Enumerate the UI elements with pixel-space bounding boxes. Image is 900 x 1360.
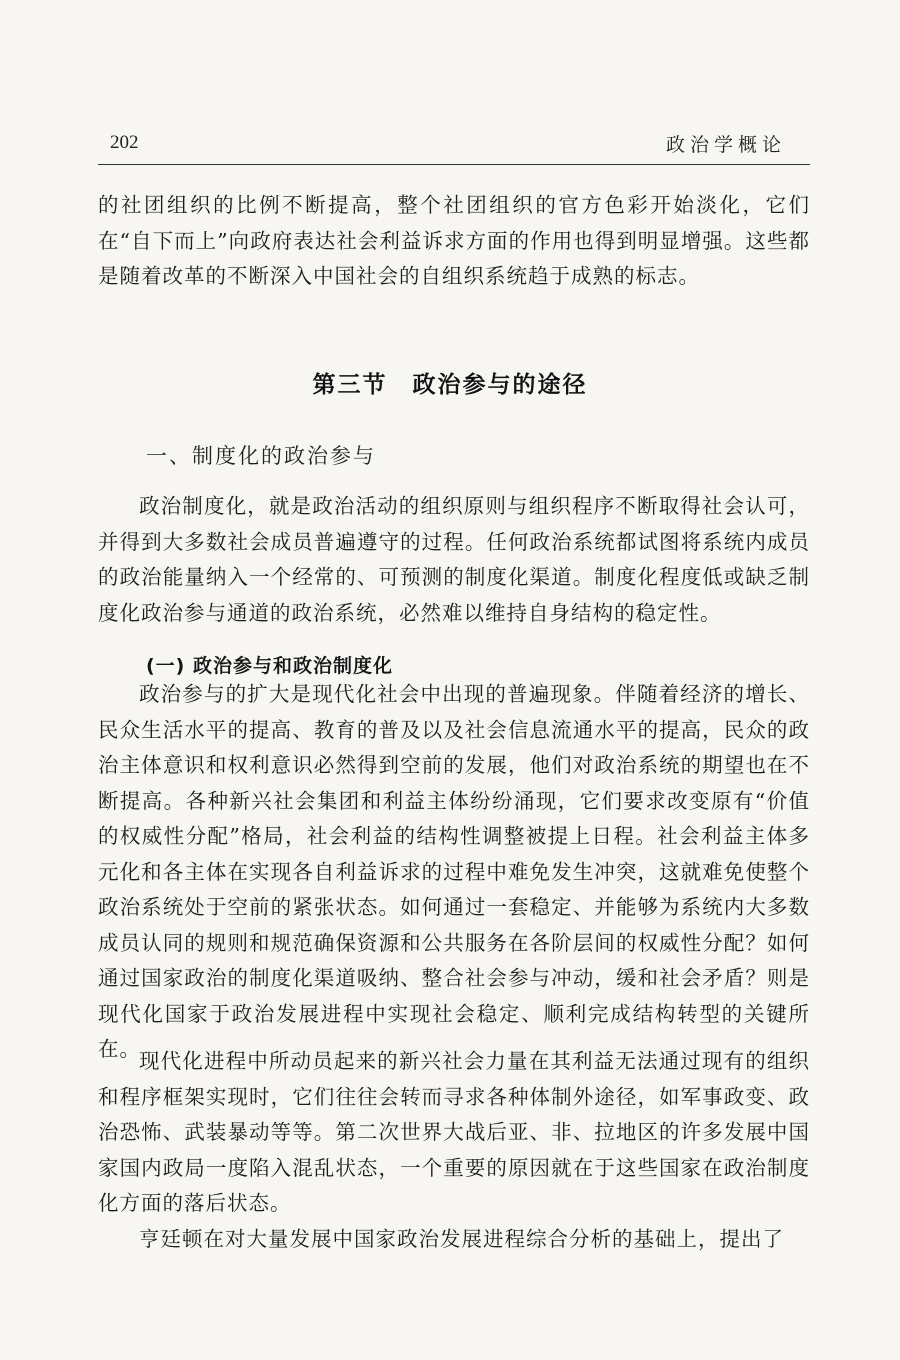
paragraph-participation-expansion: 政治参与的扩大是现代化社会中出现的普遍现象。伴随着经济的增长、民众生活水平的提高、教育的普及以及社会信息流通水平的提高，民众的政治主体意识和权利意识必然得到空前的发展，他们对政治系统的期望也在不断提高。各种新兴社会集团和利益主体纷纷涌现，它们要求改变原有“价值的权威性分配”格局，社会利益的结构性调整被提上日程。社会利益主体多元化和各主体在实现各自利益诉求的过程中难免发生冲突，这就难免使整个政治系统处于空前的紧张状态。如何通过一套稳定、并能够为系统内大多数成员认同的规则和规范确保资源和公共服务在各阶层间的权威性分配？如何通过国家政治的制度化渠道吸纳、整合社会参与冲动，缓和社会矛盾？则是现代化国家于政治发展进程中实现社会稳定、顺利完成结构转型的关键所在。 xyxy=(98,682,810,1061)
page-number: 202 xyxy=(110,132,139,153)
paragraph-huntington: 亨廷顿在对大量发展中国家政治发展进程综合分析的基础上，提出了 xyxy=(139,1227,784,1251)
section-heading: 第三节 政治参与的途径 xyxy=(312,372,588,398)
subsection-heading: 一、制度化的政治参与 xyxy=(146,444,376,468)
paragraph-institutionalization: 政治制度化，就是政治活动的组织原则与组织程序不断取得社会认可，并得到大多数社会成员普遍遵守的过程。任何政治系统都试图将系统内成员的政治能量纳入一个经常的、可预测的制度化渠道。制度化程度低或缺乏制度化政治参与通道的政治系统，必然难以维持自身结构的稳定性。 xyxy=(98,494,810,625)
subsubsection-heading: (一) 政治参与和政治制度化 xyxy=(146,655,393,677)
continuation-paragraph: 的社团组织的比例不断提高，整个社团组织的官方色彩开始淡化，它们在“自下而上”向政府表达社会利益诉求方面的作用也得到明显增强。这些都是随着改革的不断深入中国社会的自组织系统趋于成熟的标志。 xyxy=(98,193,810,288)
header-rule xyxy=(98,164,810,165)
paragraph-modernization-forces: 现代化进程中所动员起来的新兴社会力量在其利益无法通过现有的组织和程序框架实现时，它们往往会转而寻求各种体制外途径，如军事政变、政治恐怖、武装暴动等等。第二次世界大战后亚、非、拉地区的许多发展中国家国内政局一度陷入混乱状态，一个重要的原因就在于这些国家在政治制度化方面的落后状态。 xyxy=(98,1049,810,1215)
page-header xyxy=(98,128,810,164)
running-title: 政治学概论 xyxy=(665,134,786,156)
